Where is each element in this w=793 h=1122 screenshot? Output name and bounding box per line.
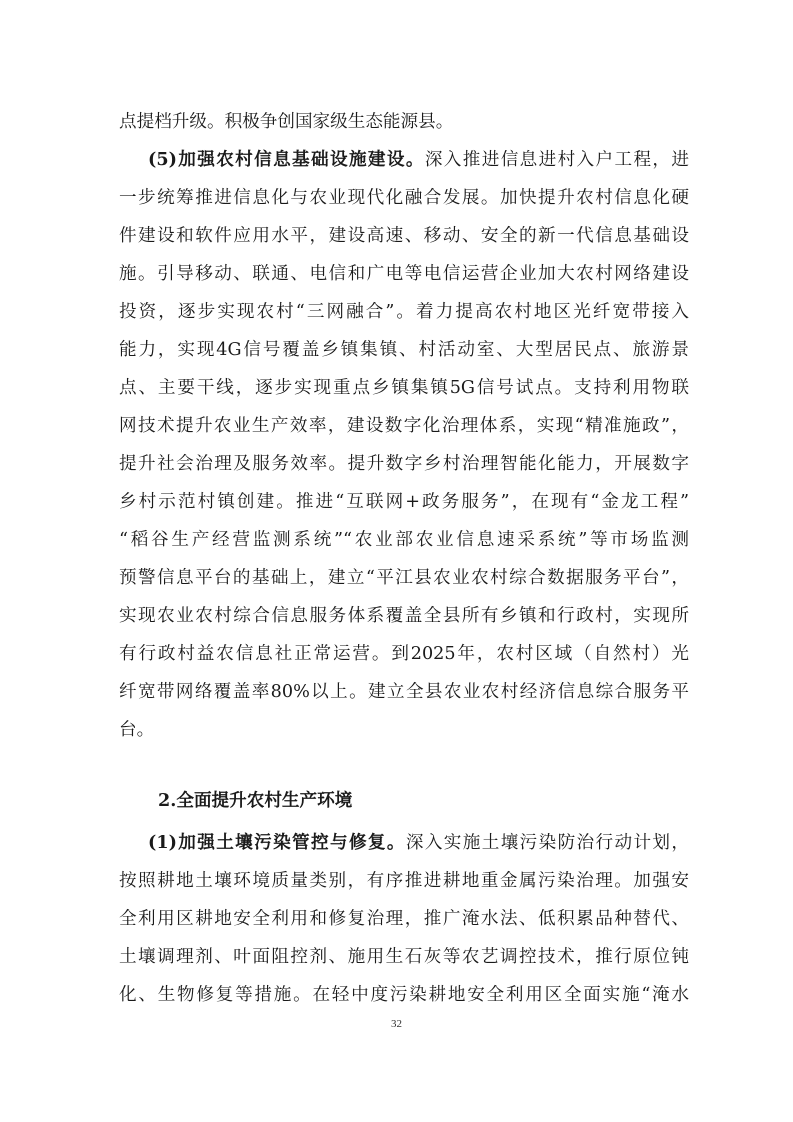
paragraph-line: (5)加强农村信息基础设施建设。深入推进信息进村入户工程，进 [148,149,689,170]
section-heading: 2.全面提升农村生产环境 [158,790,353,811]
paragraph-line: 能力，实现4G信号覆盖乡镇集镇、村活动室、大型居民点、旅游景 [119,340,689,360]
paragraph-line: (1)加强土壤污染管控与修复。深入实施土壤污染防治行动计划， [148,832,689,853]
paragraph-line: 土壤调理剂、叶面阻控剂、施用生石灰等农艺调控技术，推行原位钝 [119,947,689,967]
paragraph-line: 施。引导移动、联通、电信和广电等电信运营企业加大农村网络建设 [119,264,689,284]
paragraph-line: 一步统筹推进信息化与农业现代化融合发展。加快提升农村信息化硬 [119,188,689,208]
paragraph-line: 实现农业农村综合信息服务体系覆盖全县所有乡镇和行政村，实现所 [119,606,689,626]
paragraph-line: 纤宽带网络覆盖率80%以上。建立全县农业农村经济信息综合服务平 [119,682,689,702]
page-number: 32 [391,1018,402,1030]
paragraph-line: 预警信息平台的基础上，建立“平江县农业农村综合数据服务平台”， [119,568,689,588]
paragraph-line: 有行政村益农信息社正常运营。到2025年，农村区域（自然村）光 [119,644,689,664]
paragraph-line: 投资，逐步实现农村“三网融合”。着力提高农村地区光纤宽带接入 [119,302,689,322]
section-heading-inline: (5)加强农村信息基础设施建设。 [148,149,425,170]
paragraph-line: 全利用区耕地安全利用和修复治理，推广淹水法、低积累品种替代、 [119,909,689,929]
paragraph-line: 点、主要干线，逐步实现重点乡镇集镇5G信号试点。支持利用物联 [119,378,689,398]
paragraph-line: 按照耕地土壤环境质量类别，有序推进耕地重金属污染治理。加强安 [119,871,689,891]
paragraph-line: 提升社会治理及服务效率。提升数字乡村治理智能化能力，开展数字 [119,454,689,474]
paragraph-line: 点提档升级。积极争创国家级生态能源县。 [119,112,454,132]
paragraph-line: 台。 [119,720,155,740]
paragraph-line: 化、生物修复等措施。在轻中度污染耕地安全利用区全面实施“淹水 [119,985,689,1005]
section-heading-inline: (1)加强土壤污染管控与修复。 [148,832,406,853]
paragraph-line: 乡村示范村镇创建。推进“互联网+政务服务”，在现有“金龙工程” [119,492,689,512]
paragraph-line: 网技术提升农业生产效率，建设数字化治理体系，实现“精准施政”， [119,416,689,436]
paragraph-line: 件建设和软件应用水平，建设高速、移动、安全的新一代信息基础设 [119,226,689,246]
paragraph-line: “稻谷生产经营监测系统”“农业部农业信息速采系统”等市场监测 [119,530,689,550]
